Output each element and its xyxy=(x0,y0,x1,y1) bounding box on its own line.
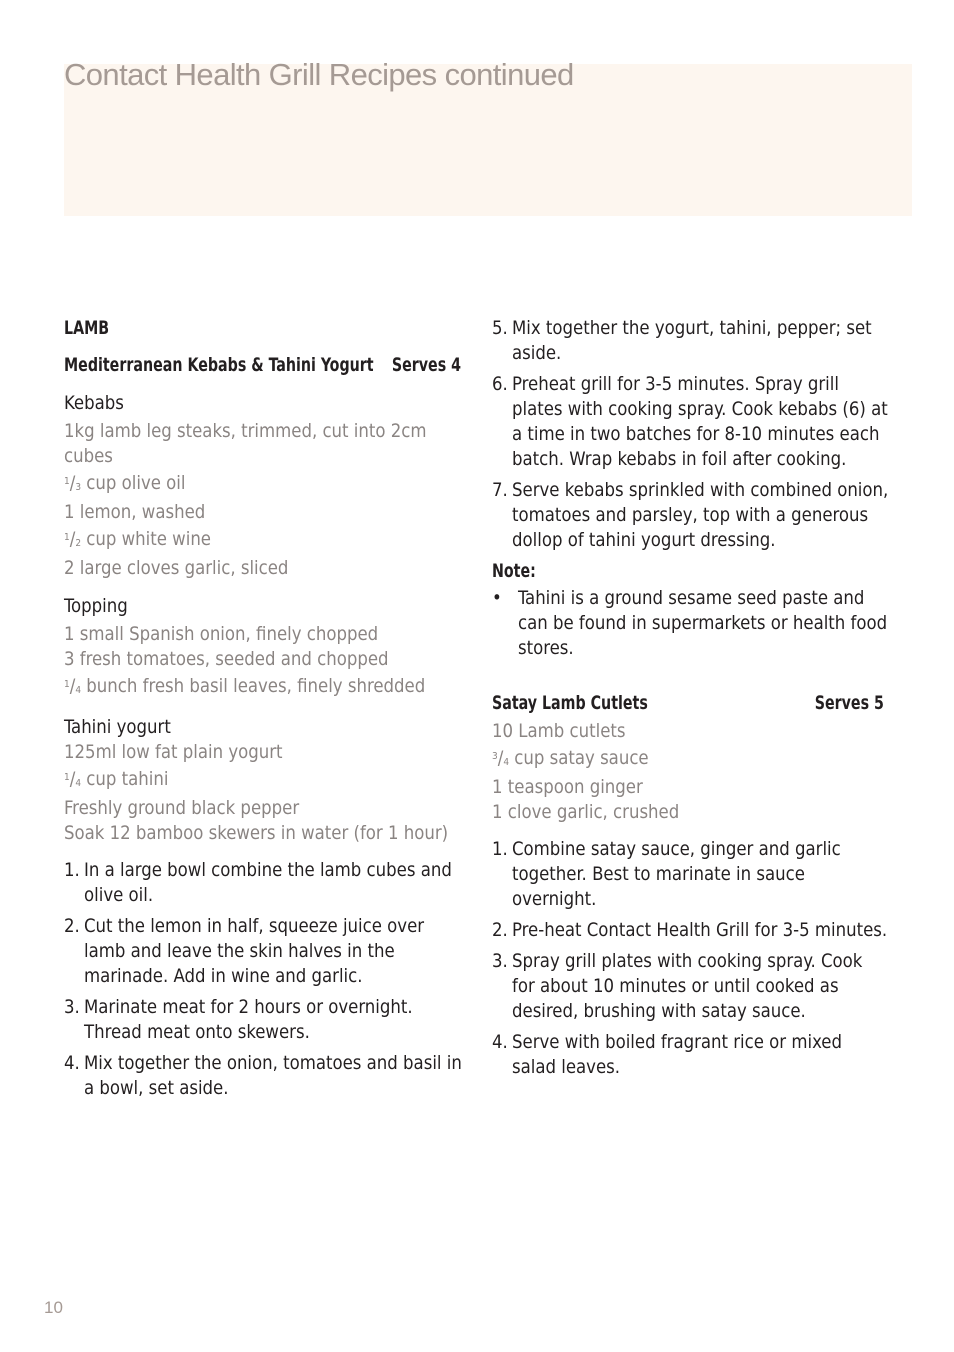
ingredient-text: Freshly ground black pepper xyxy=(64,798,300,819)
fraction-denominator: 2 xyxy=(75,538,82,549)
step-text: Cut the lemon in half, squeeze juice over lamb and leave the skin halves in the marinade. Add in wine and garlic. xyxy=(84,916,425,987)
fraction-denominator: 3 xyxy=(75,482,82,493)
tahini-ingredients xyxy=(64,740,462,846)
step-item xyxy=(492,837,890,912)
step-item xyxy=(492,372,890,472)
ingredient-text: 1 clove garlic, crushed xyxy=(492,802,680,823)
step-number: 1. xyxy=(492,839,508,860)
fraction-slash: / xyxy=(69,529,76,550)
ingredient-text: 2 large cloves garlic, sliced xyxy=(64,558,289,579)
fraction-denominator: 4 xyxy=(75,778,82,789)
bullet-icon: • xyxy=(492,588,502,609)
fraction-numerator: 1 xyxy=(64,476,70,487)
step-text: Mix together the yogurt, tahini, pepper; set aside. xyxy=(512,318,872,364)
step-text: Combine satay sauce, ginger and garlic together. Best to marinate in sauce overnight. xyxy=(512,839,841,910)
step-text: Marinate meat for 2 hours or overnight. Thread meat onto skewers. xyxy=(84,997,413,1043)
ingredient-item xyxy=(492,719,890,744)
kebabs-heading: Kebabs xyxy=(64,393,124,414)
ingredient-item xyxy=(64,740,462,765)
ingredient-item xyxy=(64,525,462,556)
step-item xyxy=(492,478,890,553)
step-number: 1. xyxy=(64,860,80,881)
step-number: 4. xyxy=(492,1032,508,1053)
step-item xyxy=(64,914,462,989)
step-item xyxy=(492,316,890,366)
ingredient-text: cup satay sauce xyxy=(509,748,649,769)
ingredient-item xyxy=(64,821,462,846)
page-title: Contact Health Grill Recipes continued xyxy=(64,57,574,92)
ingredient-text: cup olive oil xyxy=(81,473,186,494)
ingredient-text: 3 fresh tomatoes, seeded and chopped xyxy=(64,649,389,670)
recipe-title-row xyxy=(64,353,461,378)
ingredient-item xyxy=(64,672,462,703)
step-item xyxy=(64,1051,462,1101)
step-number: 3. xyxy=(492,951,508,972)
step-text: Mix together the onion, tomatoes and basil in a bowl, set aside. xyxy=(84,1053,462,1099)
step-number: 7. xyxy=(492,480,508,501)
ingredient-item xyxy=(64,647,462,672)
step-number: 4. xyxy=(64,1053,80,1074)
ingredient-item xyxy=(64,556,462,581)
ingredient-text: 1 small Spanish onion, finely chopped xyxy=(64,624,379,645)
ingredient-text: 125ml low fat plain yogurt xyxy=(64,742,283,763)
fraction-slash: / xyxy=(69,676,76,697)
step-item xyxy=(64,995,462,1045)
topping-ingredients xyxy=(64,622,462,703)
ingredient-item xyxy=(492,744,890,775)
left-column xyxy=(64,316,462,1107)
step-text: Serve kebabs sprinkled with combined onion, tomatoes and parsley, top with a generous dollop of tahini yogurt dressing. xyxy=(512,480,889,551)
step-item xyxy=(492,918,890,943)
right-column xyxy=(492,316,890,1086)
ingredient-text: Soak 12 bamboo skewers in water (for 1 hour) xyxy=(64,823,449,844)
kebabs-ingredients xyxy=(64,419,462,581)
note-item xyxy=(492,586,890,661)
method-steps-continued xyxy=(492,316,890,553)
fraction-slash: / xyxy=(69,473,76,494)
satay-serves: Serves 5 xyxy=(814,693,884,714)
section-heading: LAMB xyxy=(64,318,110,339)
ingredient-item xyxy=(64,622,462,647)
step-item xyxy=(64,858,462,908)
step-text: Pre-heat Contact Health Grill for 3-5 minutes. xyxy=(512,920,888,941)
ingredient-text: 1 lemon, washed xyxy=(64,502,206,523)
method-steps xyxy=(64,858,462,1101)
recipe-title: Mediterranean Kebabs & Tahini Yogurt xyxy=(64,355,374,376)
satay-title: Satay Lamb Cutlets xyxy=(492,693,648,714)
step-text: Preheat grill for 3-5 minutes. Spray grill plates with cooking spray. Cook kebabs (6) at a time in two batches for 8-10 minutes each batch. Wrap kebabs in foil after cooking. xyxy=(512,374,888,470)
step-item xyxy=(492,1030,890,1080)
ingredient-text: 1 teaspoon ginger xyxy=(492,777,643,798)
step-text: Spray grill plates with cooking spray. Cook for about 10 minutes or until cooked as desired, brushing with satay sauce. xyxy=(512,951,863,1022)
step-item xyxy=(492,949,890,1024)
ingredient-item xyxy=(492,775,890,800)
page-number: 10 xyxy=(44,1298,63,1317)
step-number: 2. xyxy=(492,920,508,941)
ingredient-item xyxy=(64,500,462,525)
satay-ingredients xyxy=(492,719,890,825)
note-text: Tahini is a ground sesame seed paste and can be found in supermarkets or health food stores. xyxy=(518,588,888,659)
fraction-denominator: 4 xyxy=(75,685,82,696)
fraction-slash: / xyxy=(497,748,504,769)
satay-title-row xyxy=(492,691,884,716)
ingredient-item xyxy=(64,419,462,469)
fraction-numerator: 1 xyxy=(64,679,70,690)
satay-steps xyxy=(492,837,890,1080)
note-heading: Note: xyxy=(492,561,536,582)
fraction-denominator: 4 xyxy=(503,757,510,768)
step-number: 2. xyxy=(64,916,80,937)
ingredient-item xyxy=(64,796,462,821)
fraction-numerator: 1 xyxy=(64,772,70,783)
fraction-numerator: 3 xyxy=(492,751,498,762)
step-number: 5. xyxy=(492,318,508,339)
step-number: 6. xyxy=(492,374,508,395)
ingredient-item xyxy=(492,800,890,825)
step-text: Serve with boiled fragrant rice or mixed salad leaves. xyxy=(512,1032,842,1078)
ingredient-text: cup tahini xyxy=(81,769,169,790)
ingredient-item xyxy=(64,469,462,500)
ingredient-text: 1kg lamb leg steaks, trimmed, cut into 2cm cubes xyxy=(64,421,427,467)
ingredient-text: bunch fresh basil leaves, finely shredded xyxy=(81,676,426,697)
step-text: In a large bowl combine the lamb cubes and olive oil. xyxy=(84,860,452,906)
fraction-numerator: 1 xyxy=(64,532,70,543)
ingredient-text: 10 Lamb cutlets xyxy=(492,721,626,742)
ingredient-item xyxy=(64,765,462,796)
topping-heading: Topping xyxy=(64,596,128,617)
recipe-serves: Serves 4 xyxy=(391,355,462,376)
fraction-slash: / xyxy=(69,769,76,790)
step-number: 3. xyxy=(64,997,80,1018)
ingredient-text: cup white wine xyxy=(81,529,211,550)
tahini-heading: Tahini yogurt xyxy=(64,717,171,738)
